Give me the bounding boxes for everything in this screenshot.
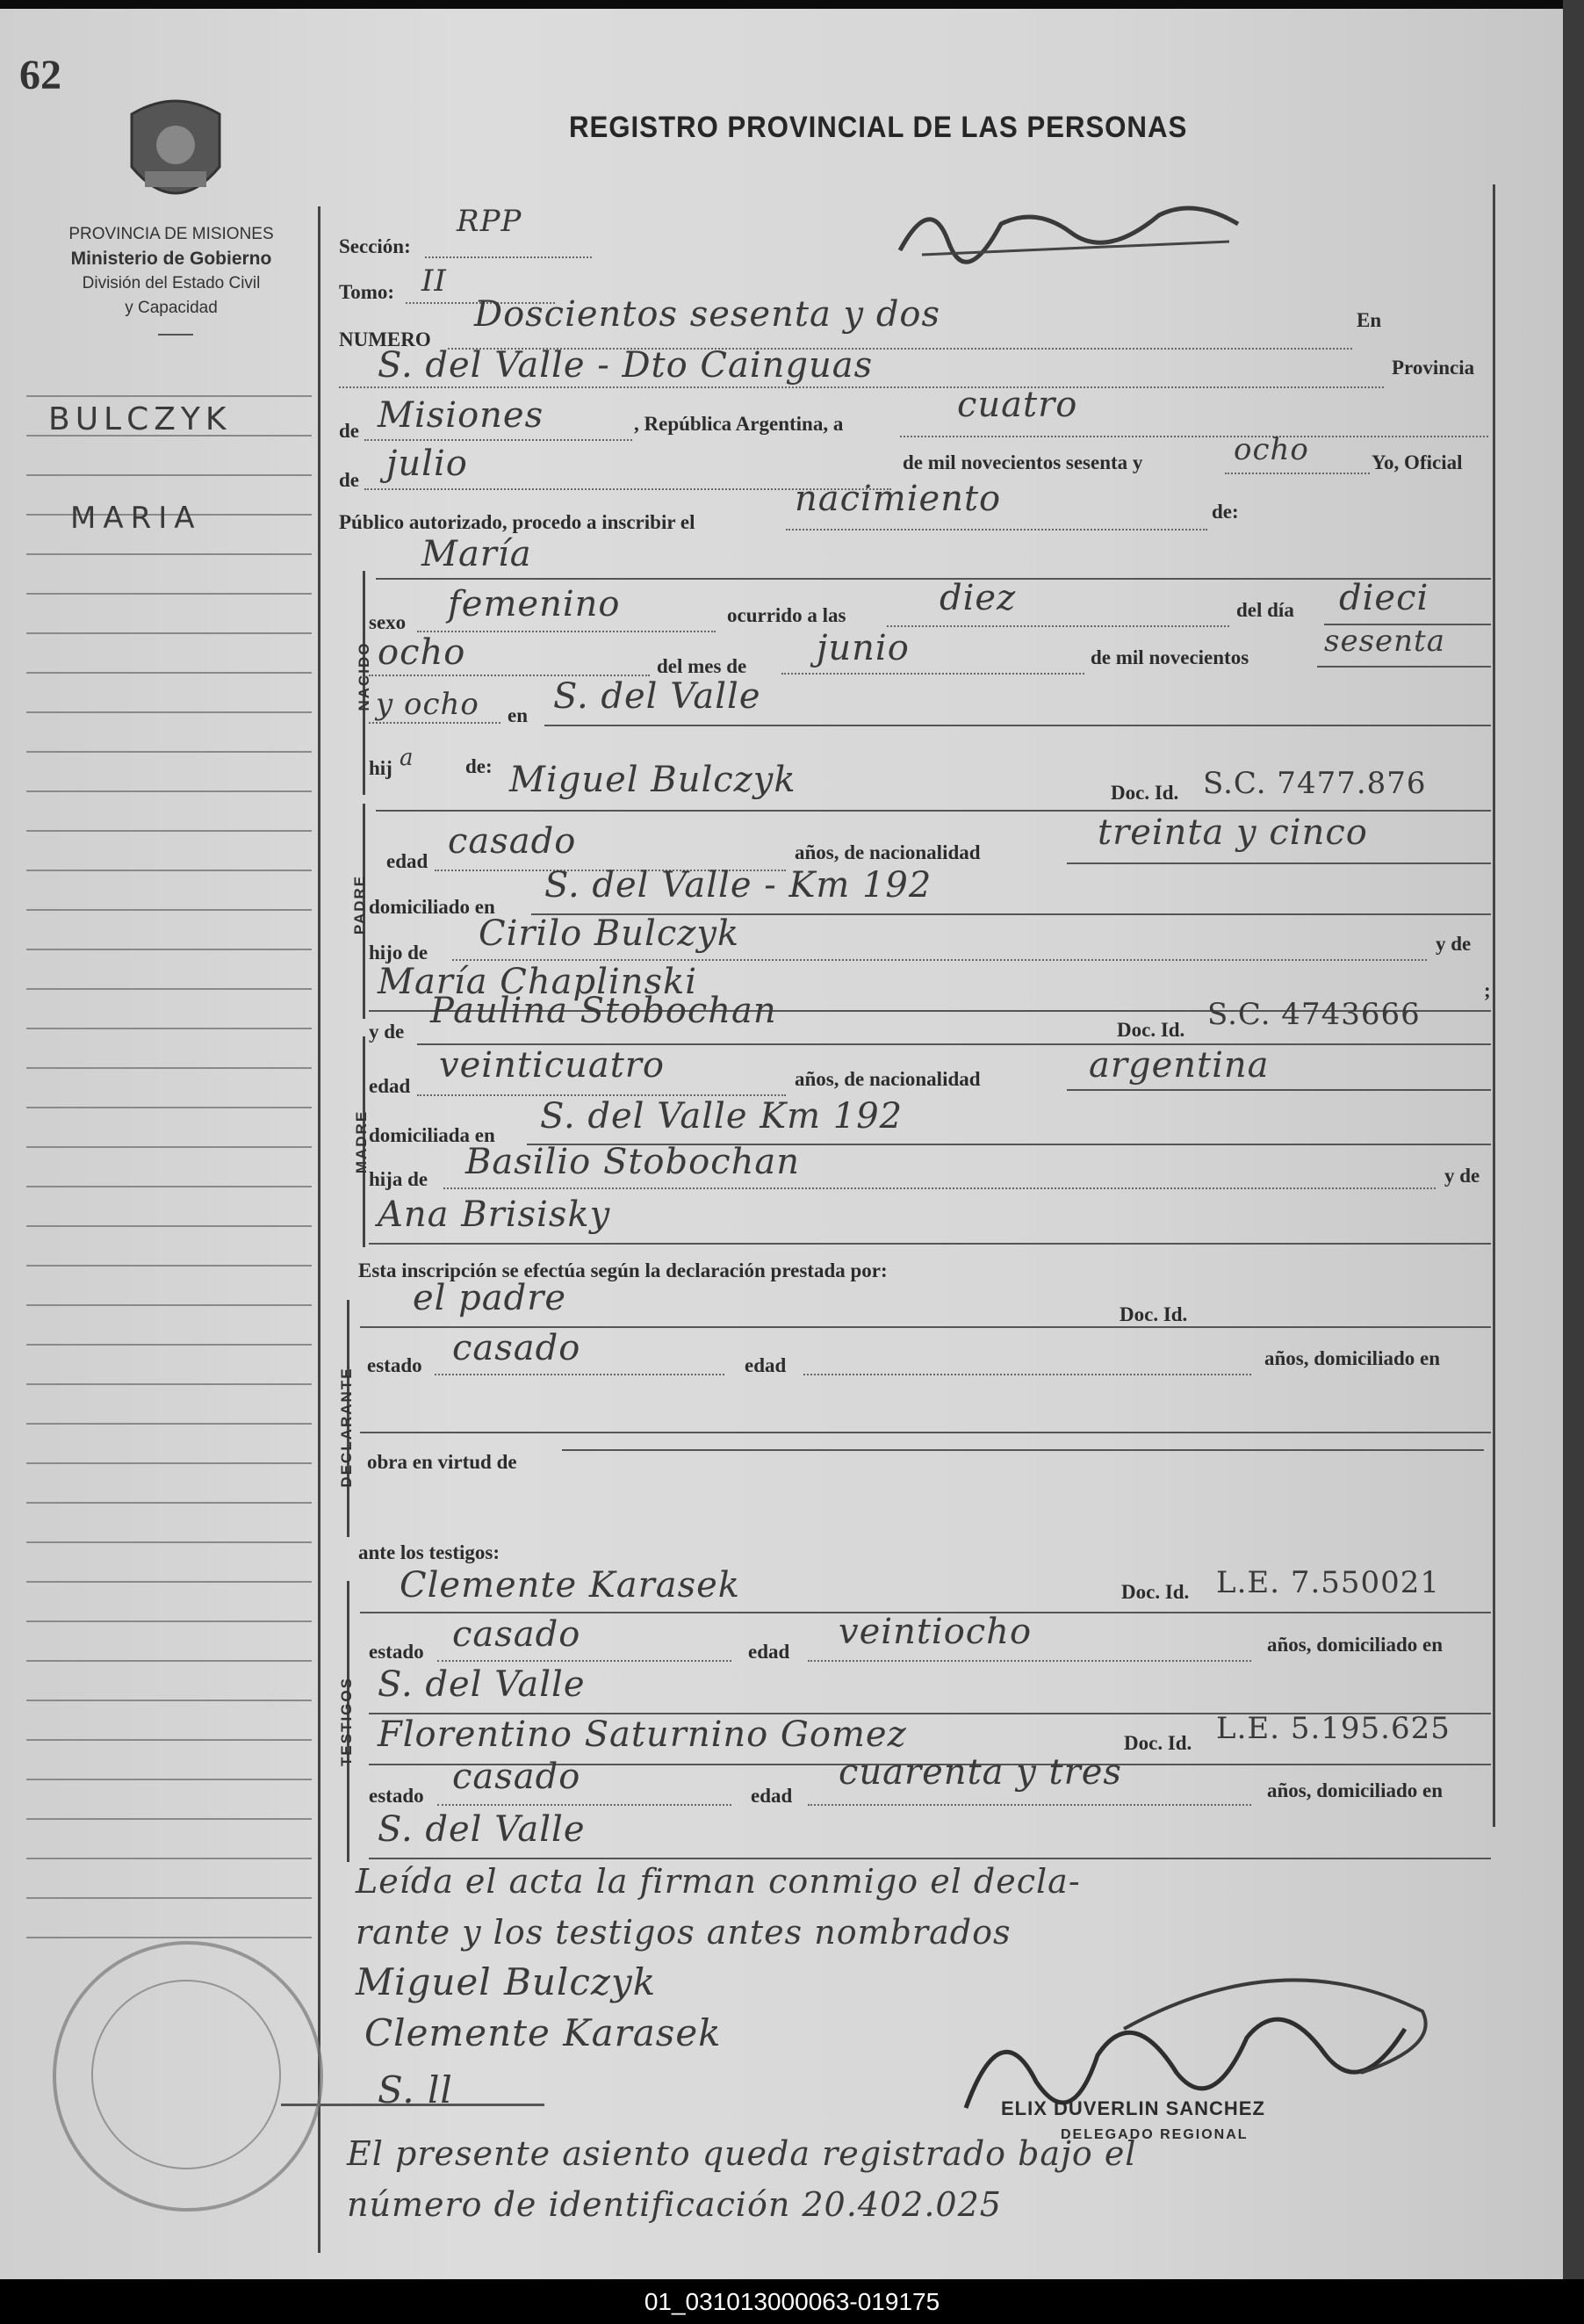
testigo1-doc-value: L.E. 7.550021	[1216, 1565, 1441, 1600]
issuer-ministry: Ministerio de Gobierno	[70, 249, 272, 269]
issuer-division: División del Estado Civil	[82, 274, 261, 292]
note-line-1: El presente asiento queda registrado bajo el	[347, 2134, 1137, 2173]
republica-label: , República Argentina, a	[634, 413, 844, 435]
issuer-capacity: y Capacidad	[125, 299, 218, 317]
note-line-2: número de identificación 20.402.025	[347, 2185, 1002, 2224]
madre-name: Paulina Stobochan	[430, 991, 777, 1031]
madre-domicilio-label: domiciliada en	[369, 1124, 495, 1146]
testigos-section-label: TESTIGOS	[338, 1677, 355, 1766]
en-label: En	[1357, 309, 1382, 331]
hora-line	[887, 625, 1229, 627]
padre-doc-value: S.C. 7477.876	[1203, 766, 1427, 801]
padre-edad-value: casado	[448, 821, 577, 862]
madre-section-label: MADRE	[353, 1109, 370, 1174]
nacido-name-line	[376, 578, 1491, 580]
padre-section-label: PADRE	[351, 874, 368, 935]
dia-value-2: ocho	[378, 632, 466, 673]
padre-hijo-line	[452, 959, 1427, 961]
declarante-domicilio-label: años, domiciliado en	[1264, 1347, 1441, 1369]
testigo2-doc-label: Doc. Id.	[1124, 1732, 1192, 1754]
madre-madre-line	[369, 1243, 1491, 1245]
signature-initials: S. ll	[378, 2068, 453, 2111]
mes-label: del mes de	[657, 655, 747, 677]
testigo2-edad-label: edad	[751, 1785, 793, 1807]
officer-name: ELIX DUVERLIN SANCHEZ	[1001, 2097, 1265, 2119]
declarante-intro: Esta inscripción se efectúa según la declaración prestada por:	[358, 1259, 888, 1281]
padre-domicilio-label: domiciliado en	[369, 896, 495, 918]
madre-madre-value: Ana Brisisky	[378, 1194, 611, 1235]
declarante-estado-line	[435, 1374, 724, 1375]
testigo2-dom-line	[369, 1858, 1491, 1859]
seccion-label: Sección:	[339, 235, 411, 257]
testigo1-edad-label: edad	[748, 1641, 790, 1663]
testigo1-name: Clemente Karasek	[400, 1565, 741, 1606]
tomo-label: Tomo:	[339, 281, 395, 303]
locality-line	[339, 386, 1384, 388]
lugar-value: S. del Valle	[553, 676, 761, 717]
declarante-doc-label: Doc. Id.	[1120, 1303, 1188, 1325]
testigo1-estado-line	[437, 1660, 731, 1662]
closing-line-2: rante y los testigos antes nombrados	[356, 1913, 1012, 1952]
anio-line	[1317, 666, 1491, 668]
year-line	[1225, 473, 1370, 474]
day-value: cuatro	[957, 385, 1078, 425]
padre-nac-line	[1067, 862, 1491, 864]
testigo1-edad-value: veintiocho	[839, 1612, 1033, 1652]
year-label: de mil novecientos sesenta y	[903, 451, 1143, 473]
anio-value-1: sesenta	[1324, 624, 1445, 659]
sexo-value: femenino	[448, 584, 621, 624]
anio-value-2: y ocho	[376, 687, 479, 722]
testigo1-domicilio-value: S. del Valle	[378, 1664, 586, 1705]
image-id-footer: 01_031013000063-019175	[0, 2279, 1584, 2324]
act-type-line	[786, 529, 1207, 530]
declarante-estado-value: casado	[452, 1328, 581, 1368]
testigo2-domicilio-value: S. del Valle	[378, 1809, 586, 1850]
madre-nac-line	[1067, 1089, 1491, 1091]
testigo2-name: Florentino Saturnino Gomez	[378, 1714, 907, 1755]
madre-hija-value: Basilio Stobochan	[465, 1142, 800, 1182]
margin-surname: BULCZYK	[48, 401, 232, 437]
issuer-province: PROVINCIA DE MISIONES	[68, 225, 274, 243]
testigo1-domicilio-label: años, domiciliado en	[1267, 1634, 1444, 1656]
declarante-section-label: DECLARANTE	[338, 1367, 355, 1488]
testigo2-estado-line	[437, 1804, 731, 1806]
margin-given-name: MARIA	[70, 501, 202, 536]
declarante-dom-line	[360, 1432, 1491, 1433]
tomo-value: II	[421, 263, 447, 299]
testigo2-domicilio-label: años, domiciliado en	[1267, 1779, 1444, 1801]
testigo2-doc-value: L.E. 5.195.625	[1216, 1711, 1451, 1746]
dia-value-1: dieci	[1339, 578, 1429, 618]
madre-nacionalidad-value: argentina	[1089, 1045, 1270, 1086]
province-line	[364, 439, 632, 441]
padre-domicilio-value: S. del Valle - Km 192	[544, 865, 932, 906]
testigo1-estado-label: estado	[369, 1641, 424, 1663]
day-line	[900, 436, 1488, 437]
ocurrido-label: ocurrido a las	[727, 604, 846, 626]
del-dia-label: del día	[1236, 599, 1294, 621]
numero-value: Doscientos sesenta y dos	[474, 294, 941, 335]
declarante-name: el padre	[413, 1278, 567, 1318]
hij-label: hij	[369, 757, 392, 779]
act-type-value: nacimiento	[795, 479, 1002, 519]
province-value: Misiones	[378, 395, 544, 436]
madre-y-de-label: y de	[369, 1021, 405, 1043]
madre-doc-value: S.C. 4743666	[1207, 997, 1421, 1032]
padre-hijo-value: Cirilo Bulczyk	[479, 913, 740, 954]
madre-edad-label: edad	[369, 1075, 411, 1097]
testigo2-edad-value: cuarenta y tres	[839, 1752, 1122, 1793]
book-binding-edge	[1563, 0, 1584, 2279]
sexo-label: sexo	[369, 611, 407, 633]
officer-title: DELEGADO REGIONAL	[1061, 2127, 1249, 2142]
right-border	[1493, 184, 1495, 1827]
lugar-line	[544, 725, 1491, 726]
closing-line-1: Leída el acta la firman conmigo el decla-	[356, 1862, 1081, 1901]
hij-suffix: a	[400, 745, 414, 771]
anio2-line	[369, 722, 500, 724]
month-value: julio	[386, 444, 468, 484]
padre-hijo-label: hijo de	[369, 942, 428, 964]
padre-madre-value: María Chaplinski	[378, 962, 698, 1002]
padre-nacionalidad-value: treinta y cinco	[1098, 812, 1368, 853]
madre-nacionalidad-label: años, de nacionalidad	[795, 1068, 981, 1090]
official-seal-stamp	[53, 1941, 323, 2212]
signature-father: Miguel Bulczyk	[356, 1960, 657, 2003]
padre-edad-label: edad	[386, 850, 428, 872]
provincia-label: Provincia	[1392, 357, 1475, 379]
registrar-signature-top	[896, 189, 1247, 268]
coat-of-arms-emblem	[123, 97, 228, 215]
de-label-2: de	[339, 469, 359, 491]
madre-hija-label: hija de	[369, 1168, 428, 1190]
mes-line	[781, 673, 1084, 675]
nacido-name: María	[421, 534, 532, 574]
madre-y-de2-label: y de	[1444, 1165, 1480, 1187]
testigos-intro: ante los testigos:	[358, 1541, 500, 1563]
madre-doc-label: Doc. Id.	[1117, 1019, 1185, 1041]
padre-doc-label: Doc. Id.	[1111, 782, 1179, 804]
publico-label: Público autorizado, procedo a inscribir el	[339, 511, 695, 533]
anio-label: de mil novecientos	[1091, 646, 1249, 668]
obra-label: obra en virtud de	[367, 1451, 517, 1473]
madre-hija-line	[443, 1187, 1436, 1189]
locality-value: S. del Valle - Dto Cainguas	[378, 345, 874, 386]
seccion-line	[425, 256, 592, 258]
padre-name-line	[376, 810, 1491, 812]
padre-nacionalidad-label: años, de nacionalidad	[795, 841, 981, 863]
padre-name: Miguel Bulczyk	[509, 760, 796, 800]
page-number: 62	[19, 52, 61, 98]
divider	[158, 334, 193, 336]
padre-y-de-label: y de	[1436, 933, 1472, 955]
obra-line	[562, 1449, 1484, 1451]
madre-edad-value: veinticuatro	[439, 1045, 665, 1086]
testigo2-estado-label: estado	[369, 1785, 424, 1807]
testigo1-doc-label: Doc. Id.	[1121, 1581, 1190, 1603]
mes-value: junio	[817, 628, 910, 668]
nacido-en-label: en	[508, 704, 528, 726]
semicolon: ;	[1484, 979, 1491, 1001]
margin-rule	[318, 206, 320, 2253]
numero-label: NUMERO	[339, 328, 431, 350]
declarante-edad-line	[803, 1374, 1251, 1375]
testigo1-edad-line	[808, 1660, 1251, 1662]
madre-domicilio-value: S. del Valle Km 192	[540, 1096, 904, 1137]
yo-oficial-label: Yo, Oficial	[1372, 451, 1463, 473]
de-label-1: de	[339, 420, 359, 442]
testigo1-estado-value: casado	[452, 1614, 581, 1655]
signature-stroke	[281, 2104, 544, 2106]
signature-witness: Clemente Karasek	[364, 2011, 722, 2054]
hora-value: diez	[940, 578, 1017, 618]
nacido-section-label: NACIDO	[356, 641, 372, 711]
testigo2-edad-line	[808, 1804, 1251, 1806]
document-page	[0, 9, 1563, 2279]
document-title: REGISTRO PROVINCIAL DE LAS PERSONAS	[569, 111, 1188, 144]
hij-de-label: de:	[465, 755, 493, 777]
testigo2-estado-value: casado	[452, 1757, 581, 1797]
seccion-value: RPP	[457, 204, 522, 239]
year-value: ocho	[1234, 432, 1309, 467]
declarante-estado-label: estado	[367, 1354, 422, 1376]
declarante-edad-label: edad	[745, 1354, 787, 1376]
de-label-3: de:	[1212, 501, 1239, 523]
